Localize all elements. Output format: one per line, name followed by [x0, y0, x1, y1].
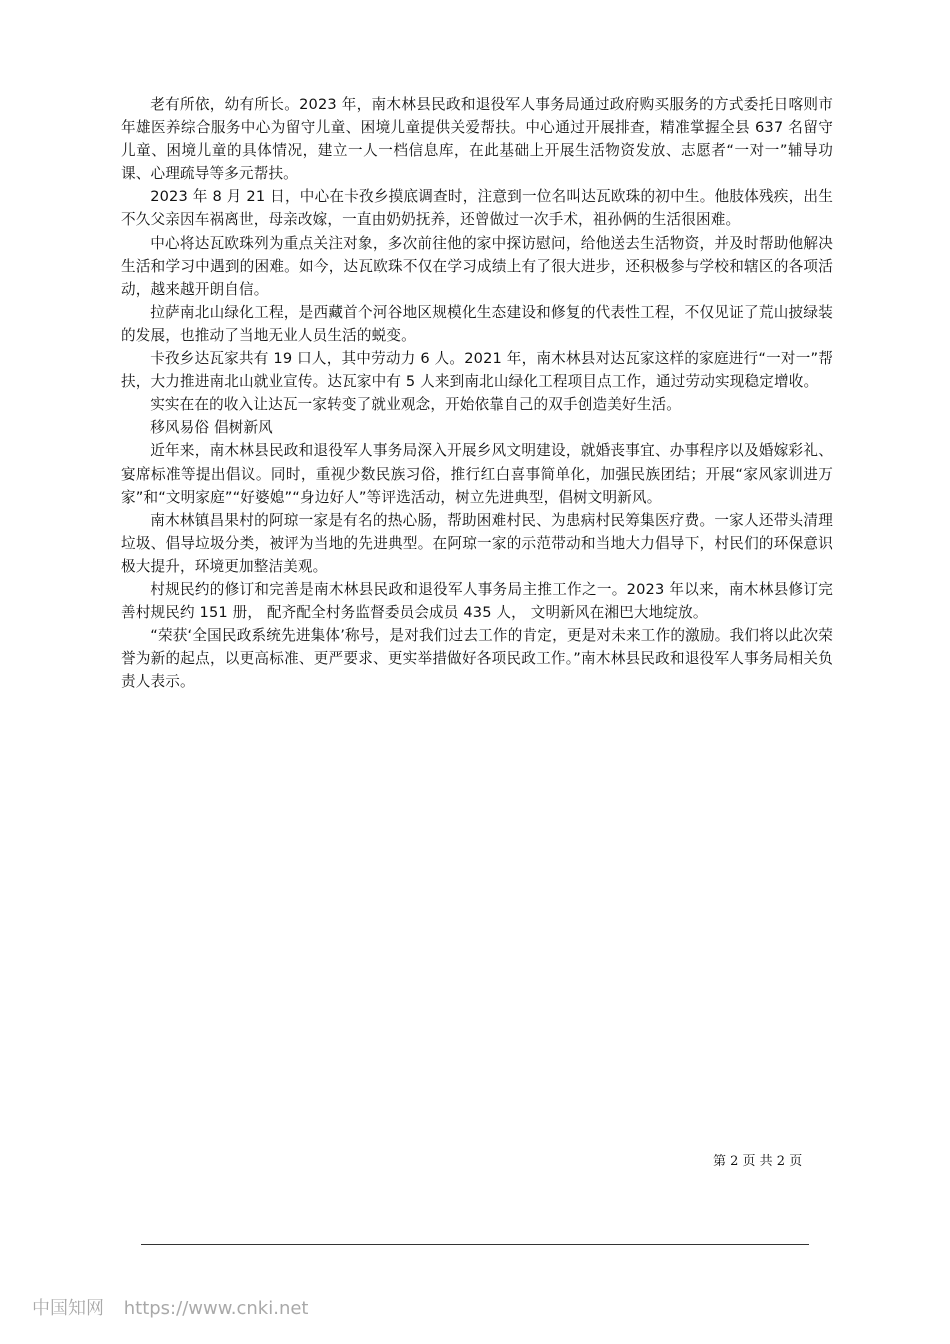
- paragraph: 近年来，南木林县民政和退役军人事务局深入开展乡风文明建设，就婚丧事宜、办事程序以及婚嫁彩礼、宴席标准等提出倡议。同时，重视少数民族习俗，推行红白喜事简单化，加强民族团结；开展“家风家训进万家”和“文明家庭”“好婆媳”“身边好人”等评选活动，树立先进典型，倡树文明新风。: [121, 442, 833, 506]
- cnki-watermark: [32, 1294, 308, 1320]
- paragraph: 老有所依，幼有所长。2023 年，南木林县民政和退役军人事务局通过政府购买服务的方式委托日喀则市年雄医养综合服务中心为留守儿童、困境儿童提供关爱帮扶。中心通过开展排查，精准掌握全县 637 名留守儿童、困境儿童的具体情况，建立一人一档信息库，在此基础上开展生活物资发放、志愿者“一对一”辅导功课、心理疏导等多元帮扶。: [121, 96, 833, 183]
- page-number: 第 2 页 共 2 页: [713, 1154, 803, 1169]
- section-heading: 移风易俗 倡树新风: [150, 419, 273, 437]
- paragraph: 村规民约的修订和完善是南木林县民政和退役军人事务局主推工作之一。2023 年以来，南木林县修订完善村规民约 151 册， 配齐配全村务监督委员会成员 435 人， 文明新风在湘巴大地绽放。: [121, 580, 833, 622]
- paragraph: 实实在在的收入让达瓦一家转变了就业观念，开始依靠自己的双手创造美好生活。: [150, 396, 681, 414]
- footer-divider: [141, 1244, 809, 1245]
- paragraph: 卡孜乡达瓦家共有 19 口人，其中劳动力 6 人。2021 年，南木林县对达瓦家这样的家庭进行“一对一”帮扶，大力推进南北山就业宣传。达瓦家中有 5 人来到南北山绿化工程项目点工作，通过劳动实现稳定增收。: [121, 350, 833, 391]
- paragraph: 南木林镇昌果村的阿琼一家是有名的热心肠，帮助困难村民、为患病村民筹集医疗费。一家人还带头清理垃圾、倡导垃圾分类，被评为当地的先进典型。在阿琼一家的示范带动和当地大力倡导下，村民们的环保意识极大提升，环境更加整洁美观。: [121, 511, 833, 575]
- paragraph: 2023 年 8 月 21 日，中心在卡孜乡摸底调查时，注意到一位名叫达瓦欧珠的初中生。他肢体残疾，出生不久父亲因车祸离世，母亲改嫁，一直由奶奶抚养，还曾做过一次手术，祖孙俩的生活很困难。: [121, 188, 833, 229]
- paragraph: 拉萨南北山绿化工程，是西藏首个河谷地区规模化生态建设和修复的代表性工程，不仅见证了荒山披绿装的发展，也推动了当地无业人员生活的蜕变。: [121, 303, 833, 344]
- watermark-brand: 中国知网: [32, 1298, 104, 1319]
- paragraph: 中心将达瓦欧珠列为重点关注对象，多次前往他的家中探访慰问，给他送去生活物资，并及时帮助他解决生活和学习中遇到的困难。如今，达瓦欧珠不仅在学习成绩上有了很大进步，还积极参与学校和辖区的各项活动，越来越开朗自信。: [121, 234, 833, 298]
- article-body: [121, 93, 833, 693]
- paragraph: “荣获‘全国民政系统先进集体’称号，是对我们过去工作的肯定，更是对未来工作的激励。我们将以此次荣誉为新的起点，以更高标准、更严要求、更实举措做好各项民政工作。”南木林县民政和退役军人事务局相关负责人表示。: [121, 627, 833, 691]
- watermark-url: https://www.cnki.net: [123, 1298, 309, 1319]
